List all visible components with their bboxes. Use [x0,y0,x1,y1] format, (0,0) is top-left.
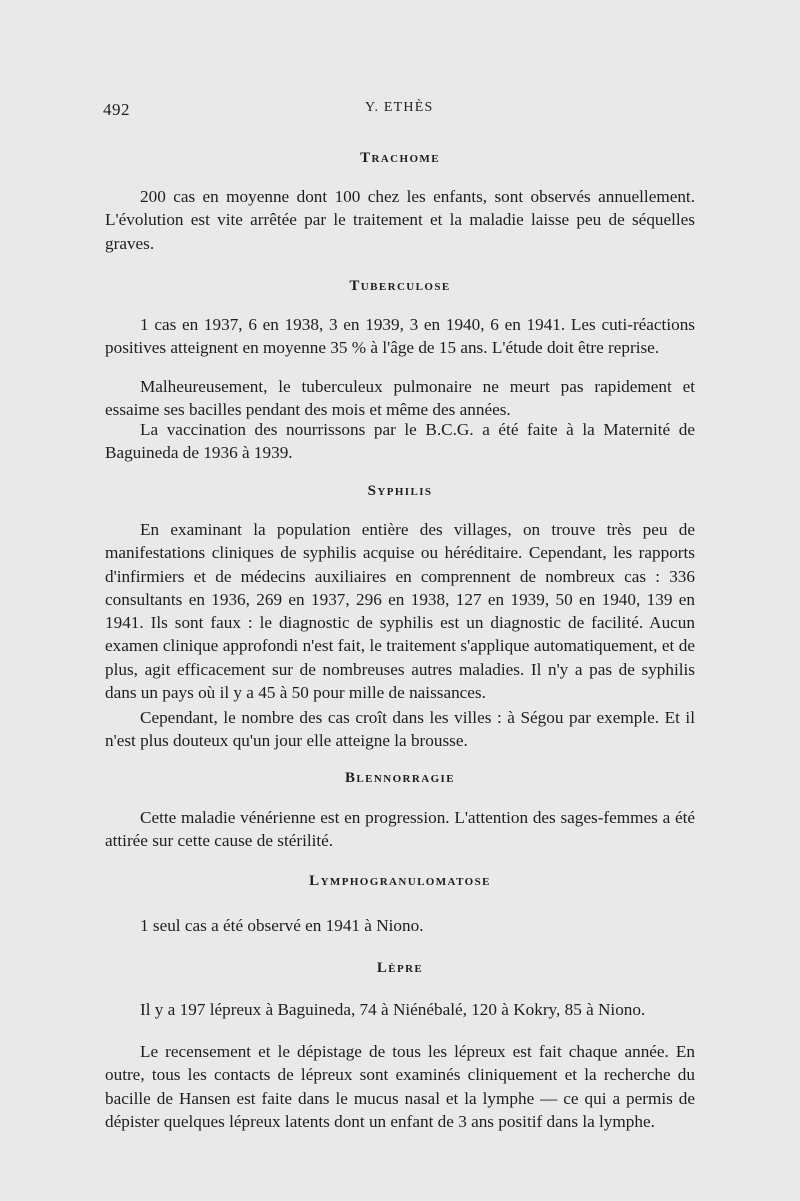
paragraph: Cependant, le nombre des cas croît dans les villes : à Ségou par exemple. Et il n'est plus douteux qu'un jour elle atteigne la brousse. [105,708,695,751]
paragraph: 200 cas en moyenne dont 100 chez les enfants, sont observés annuellement. L'évolution est vite arrêtée par le traitement et la maladie laisse peu de séquelles graves. [105,187,695,253]
section-title-lepre: Lèpre [376,960,424,976]
section-title-trachome: Trachome [360,150,440,166]
paragraph: 1 seul cas a été observé en 1941 à Niono. [140,916,424,935]
paragraph: En examinant la population entière des villages, on trouve très peu de manifestations cliniques de syphilis acquise ou héréditaire. Cependant, les rapports d'infirmiers et de médecins auxiliaires en comprennent de nombreux cas : 336 consultants en 1936, 269 en 1937, 296 en 1938, 127 en 1939, 50 en 1940, 139 en 1941. Ils sont faux : le diagnostic de syphilis est un diagnostic de facilité. Aucun examen clinique approfondi n'est fait, le traitement s'applique automatiquement, et de plus, agit efficacement sur de nombreuses autres maladies. Il n'y a pas de syphilis dans un pays où il y a 45 à 50 pour mille de naissances. [105,520,695,703]
paragraph: La vaccination des nourrissons par le B.C.G. a été faite à la Maternité de Baguineda de 1936 à 1939. [105,420,695,463]
running-head: Y. ETHÈS [365,100,434,115]
paragraph: 1 cas en 1937, 6 en 1938, 3 en 1939, 3 en 1940, 6 en 1941. Les cuti-réactions positives atteignent en moyenne 35 % à l'âge de 15 ans. L'étude doit être reprise. [105,315,695,358]
paragraph: Cette maladie vénérienne est en progression. L'attention des sages-femmes a été attirée sur cette cause de stérilité. [105,808,695,851]
section-title-lymphogranulomatose: Lymphogranulomatose [309,873,491,889]
section-title-syphilis: Syphilis [367,483,433,499]
paragraph: Malheureusement, le tuberculeux pulmonaire ne meurt pas rapidement et essaime ses bacilles pendant des mois et même des années. [105,377,695,420]
section-title-tuberculose: Tuberculose [349,278,451,294]
paragraph: Le recensement et le dépistage de tous les lépreux est fait chaque année. En outre, tous les contacts de lépreux sont examinés cliniquement et la recherche du bacille de Hansen est faite dans le mucus nasal et la lymphe — ce qui a permis de dépister quelques lépreux latents dont un enfant de 3 ans positif dans la lymphe. [105,1042,695,1131]
page-number: 492 [103,100,130,119]
paragraph: Il y a 197 lépreux à Baguineda, 74 à Niénébalé, 120 à Kokry, 85 à Niono. [140,1000,646,1019]
section-title-blennorragie: Blennorragie [345,770,455,786]
